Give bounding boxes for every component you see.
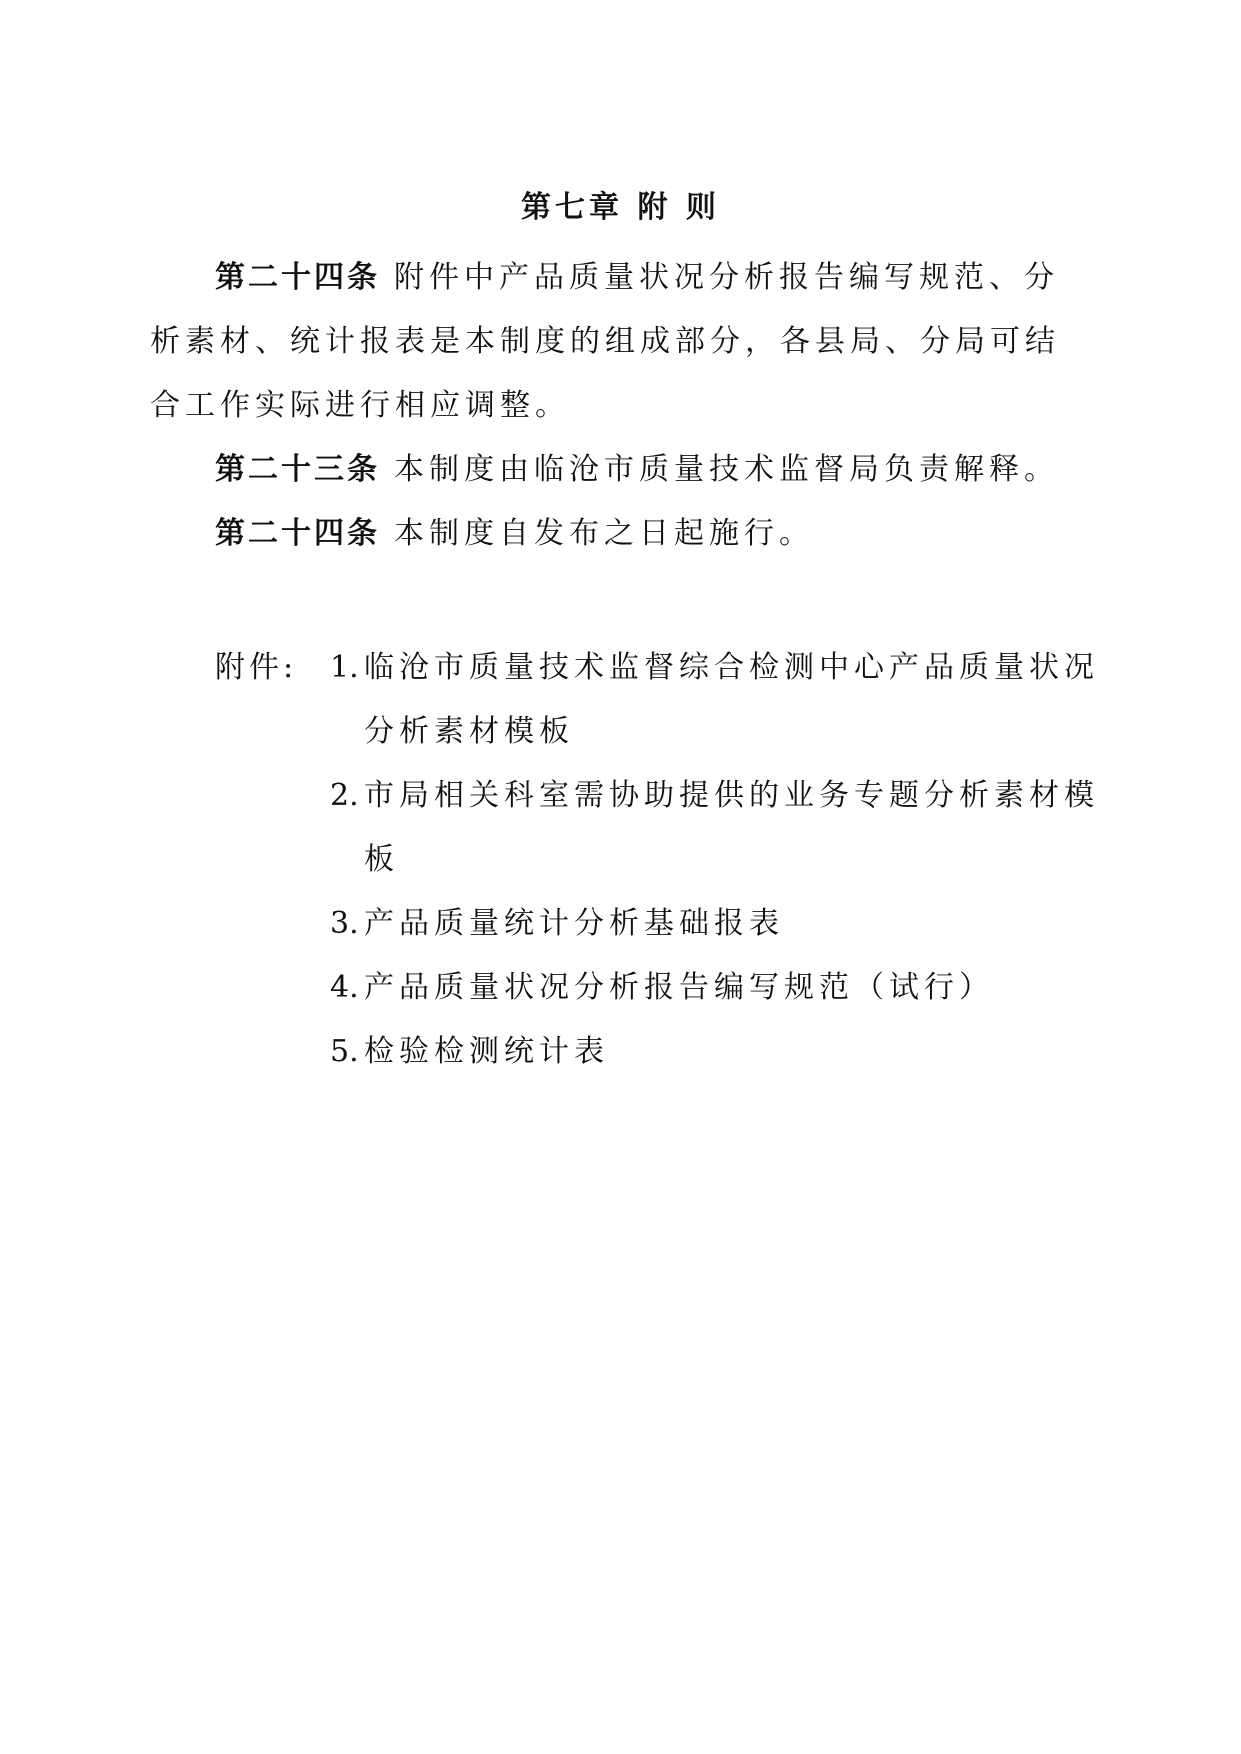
article-24-effective-date: [150, 502, 1090, 566]
attachment-item: [330, 1020, 1100, 1084]
article-text: 附件中产品质量状况分析报告编写规范、分析素材、统计报表是本制度的组成部分，各县局、分局可结合工作实际进行相应调整。: [150, 260, 1060, 423]
article-label: 第二十三条: [215, 452, 380, 487]
attachment-text: 市局相关科室需协助提供的业务专题分析素材模板: [364, 778, 1099, 877]
attachment-number: 5.: [330, 1034, 359, 1069]
attachment-item: [330, 956, 1100, 1020]
attachment-item: [330, 636, 1100, 764]
article-label: 第二十四条: [215, 516, 380, 551]
article-24-attachments: [150, 246, 1090, 438]
attachments-label: 附件:: [215, 650, 298, 685]
attachment-text: 产品质量统计分析基础报表: [364, 906, 784, 941]
attachment-number: 3.: [330, 906, 359, 941]
article-label: 第二十四条: [215, 260, 380, 295]
attachment-number: 2.: [330, 778, 359, 813]
attachment-number: 1.: [330, 650, 359, 685]
article-text: 本制度自发布之日起施行。: [394, 516, 814, 551]
article-23-interpretation: [150, 438, 1090, 502]
chapter-title: 第七章 附 则: [521, 190, 720, 225]
attachment-text: 产品质量状况分析报告编写规范（试行）: [364, 970, 994, 1005]
attachment-number: 4.: [330, 970, 359, 1005]
attachment-item: [330, 764, 1100, 892]
article-text: 本制度由临沧市质量技术监督局负责解释。: [394, 452, 1059, 487]
attachment-item: [330, 892, 1100, 956]
attachment-text: 临沧市质量技术监督综合检测中心产品质量状况分析素材模板: [364, 650, 1099, 749]
attachment-text: 检验检测统计表: [364, 1034, 609, 1069]
